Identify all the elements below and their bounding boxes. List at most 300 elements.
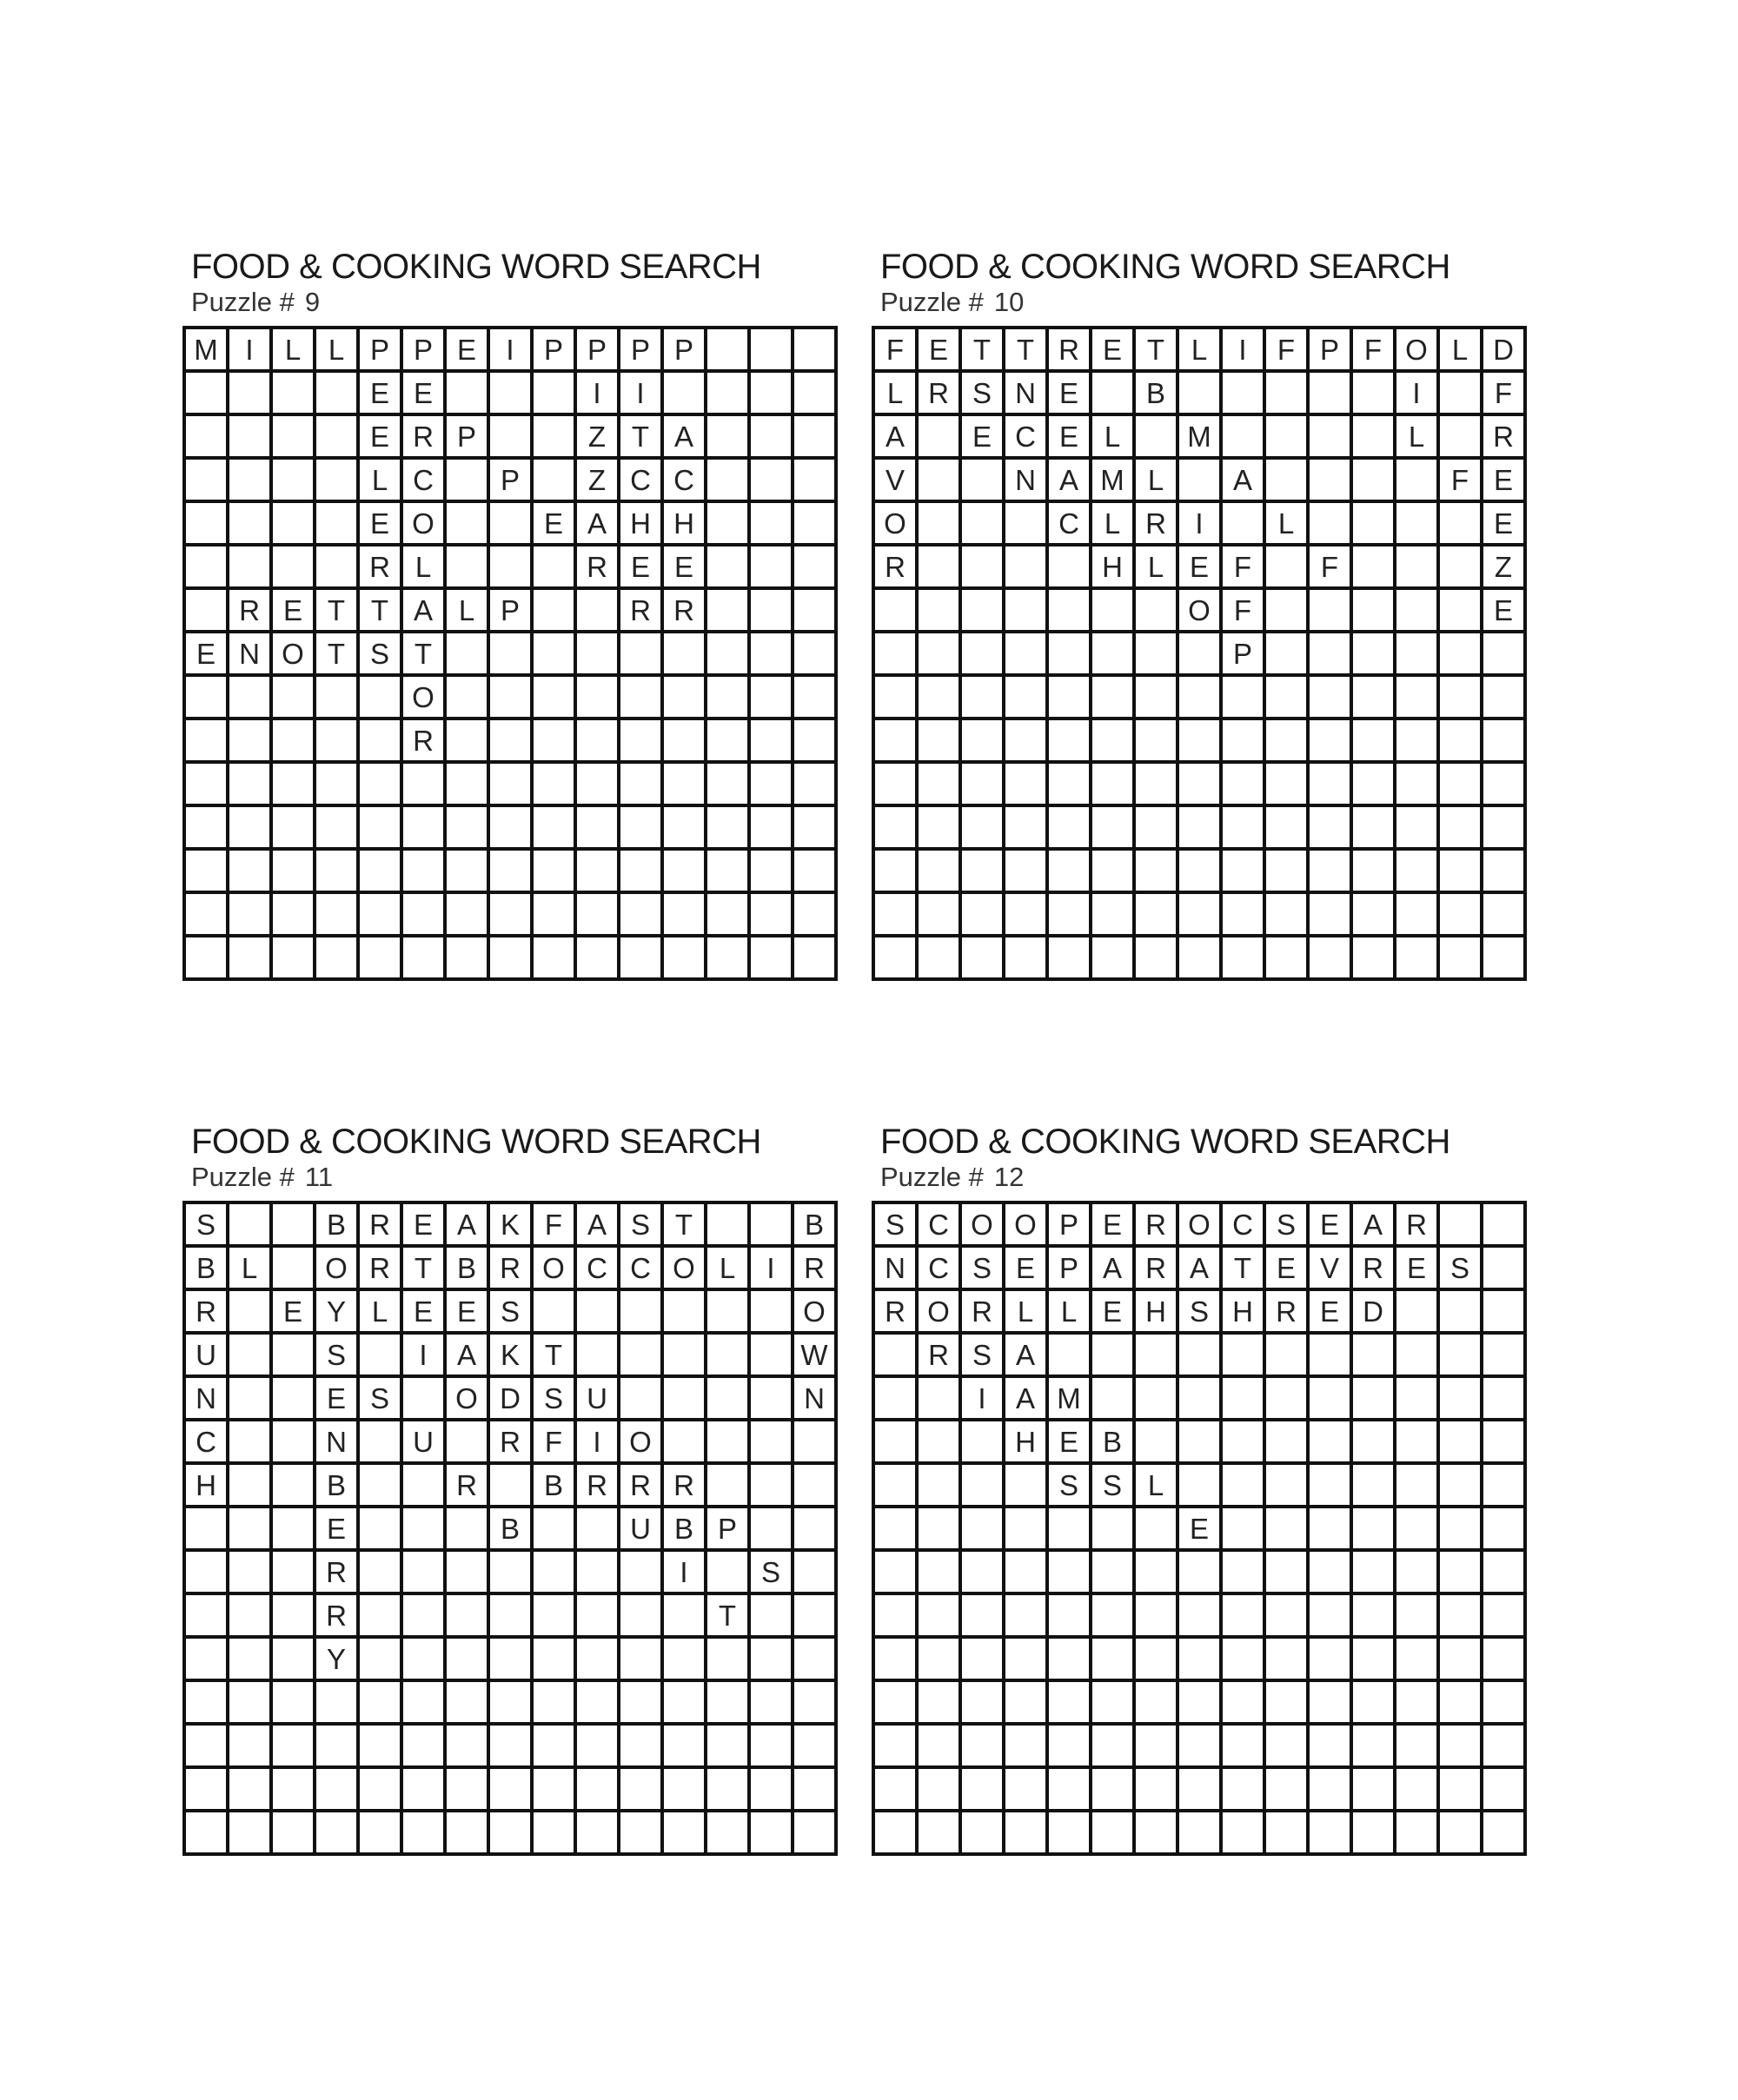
grid-cell[interactable]: E xyxy=(186,633,229,677)
grid-cell[interactable] xyxy=(1005,1639,1049,1682)
grid-cell[interactable]: R xyxy=(1396,1204,1440,1248)
grid-cell[interactable]: R xyxy=(229,590,273,633)
grid-cell[interactable] xyxy=(490,633,534,677)
grid-cell[interactable] xyxy=(490,1639,534,1682)
grid-cell[interactable] xyxy=(1266,1639,1310,1682)
grid-cell[interactable] xyxy=(1092,851,1136,894)
grid-cell[interactable] xyxy=(490,894,534,937)
grid-cell[interactable] xyxy=(1179,1726,1223,1769)
grid-cell[interactable] xyxy=(186,720,229,764)
grid-cell[interactable] xyxy=(1483,1639,1527,1682)
grid-cell[interactable] xyxy=(875,764,919,807)
grid-cell[interactable] xyxy=(707,1812,751,1856)
grid-cell[interactable] xyxy=(1179,937,1223,981)
grid-cell[interactable] xyxy=(794,460,838,503)
grid-cell[interactable] xyxy=(229,1595,273,1639)
grid-cell[interactable]: I xyxy=(620,373,664,416)
grid-cell[interactable]: R xyxy=(360,547,403,590)
grid-cell[interactable]: E xyxy=(360,373,403,416)
grid-cell[interactable]: M xyxy=(1092,460,1136,503)
grid-cell[interactable] xyxy=(186,1595,229,1639)
grid-cell[interactable] xyxy=(1353,1465,1396,1508)
grid-cell[interactable] xyxy=(447,503,490,547)
grid-cell[interactable] xyxy=(273,1812,316,1856)
grid-cell[interactable] xyxy=(794,937,838,981)
grid-cell[interactable] xyxy=(403,1595,447,1639)
grid-cell[interactable]: E xyxy=(447,329,490,373)
grid-cell[interactable] xyxy=(962,1726,1005,1769)
grid-cell[interactable] xyxy=(447,720,490,764)
grid-cell[interactable] xyxy=(1223,851,1266,894)
grid-cell[interactable] xyxy=(875,1335,919,1378)
grid-cell[interactable] xyxy=(664,1682,707,1726)
grid-cell[interactable] xyxy=(707,1335,751,1378)
grid-cell[interactable] xyxy=(1049,1769,1092,1812)
grid-cell[interactable]: T xyxy=(1005,329,1049,373)
grid-cell[interactable] xyxy=(403,1726,447,1769)
grid-cell[interactable] xyxy=(186,1726,229,1769)
grid-cell[interactable] xyxy=(1136,937,1179,981)
grid-cell[interactable] xyxy=(962,894,1005,937)
grid-cell[interactable] xyxy=(1440,503,1483,547)
grid-cell[interactable] xyxy=(1483,1595,1527,1639)
grid-cell[interactable]: E xyxy=(919,329,962,373)
grid-cell[interactable]: Y xyxy=(316,1291,360,1335)
grid-cell[interactable] xyxy=(447,373,490,416)
grid-cell[interactable]: O xyxy=(403,503,447,547)
grid-cell[interactable] xyxy=(1396,720,1440,764)
grid-cell[interactable] xyxy=(229,1204,273,1248)
grid-cell[interactable]: B xyxy=(1136,373,1179,416)
grid-cell[interactable] xyxy=(360,807,403,851)
grid-cell[interactable] xyxy=(273,1465,316,1508)
grid-cell[interactable] xyxy=(1440,1291,1483,1335)
grid-cell[interactable]: R xyxy=(403,720,447,764)
grid-cell[interactable] xyxy=(273,1552,316,1595)
grid-cell[interactable] xyxy=(664,373,707,416)
grid-cell[interactable] xyxy=(1483,633,1527,677)
grid-cell[interactable]: L xyxy=(447,590,490,633)
grid-cell[interactable] xyxy=(1483,677,1527,720)
grid-cell[interactable] xyxy=(794,503,838,547)
grid-cell[interactable] xyxy=(1440,677,1483,720)
grid-cell[interactable] xyxy=(1223,1378,1266,1421)
grid-cell[interactable] xyxy=(186,416,229,460)
grid-cell[interactable] xyxy=(1179,460,1223,503)
grid-cell[interactable] xyxy=(186,1682,229,1726)
grid-cell[interactable] xyxy=(1049,1639,1092,1682)
grid-cell[interactable] xyxy=(1483,807,1527,851)
grid-cell[interactable] xyxy=(1049,720,1092,764)
grid-cell[interactable]: R xyxy=(186,1291,229,1335)
grid-cell[interactable]: U xyxy=(577,1378,620,1421)
grid-cell[interactable] xyxy=(620,633,664,677)
grid-cell[interactable] xyxy=(1396,460,1440,503)
grid-cell[interactable] xyxy=(447,851,490,894)
grid-cell[interactable] xyxy=(919,720,962,764)
grid-cell[interactable] xyxy=(875,677,919,720)
grid-cell[interactable] xyxy=(875,807,919,851)
grid-cell[interactable] xyxy=(1005,1812,1049,1856)
grid-cell[interactable] xyxy=(229,1508,273,1552)
grid-cell[interactable] xyxy=(707,1769,751,1812)
grid-cell[interactable]: S xyxy=(360,1378,403,1421)
grid-cell[interactable] xyxy=(534,1595,577,1639)
grid-cell[interactable] xyxy=(1223,720,1266,764)
grid-cell[interactable] xyxy=(447,1595,490,1639)
grid-cell[interactable] xyxy=(1396,1421,1440,1465)
grid-cell[interactable] xyxy=(707,1639,751,1682)
grid-cell[interactable] xyxy=(875,1769,919,1812)
grid-cell[interactable] xyxy=(534,373,577,416)
grid-cell[interactable] xyxy=(1092,590,1136,633)
grid-cell[interactable] xyxy=(1266,677,1310,720)
grid-cell[interactable] xyxy=(229,1812,273,1856)
grid-cell[interactable] xyxy=(1092,1508,1136,1552)
grid-cell[interactable] xyxy=(751,894,794,937)
grid-cell[interactable] xyxy=(1136,633,1179,677)
grid-cell[interactable]: A xyxy=(1179,1248,1223,1291)
grid-cell[interactable] xyxy=(919,416,962,460)
grid-cell[interactable]: S xyxy=(962,1248,1005,1291)
grid-cell[interactable] xyxy=(751,373,794,416)
grid-cell[interactable] xyxy=(1136,1552,1179,1595)
grid-cell[interactable] xyxy=(1396,1812,1440,1856)
grid-cell[interactable] xyxy=(1353,460,1396,503)
grid-cell[interactable] xyxy=(751,1291,794,1335)
grid-cell[interactable] xyxy=(360,937,403,981)
grid-cell[interactable] xyxy=(1136,720,1179,764)
grid-cell[interactable]: R xyxy=(1049,329,1092,373)
grid-cell[interactable]: R xyxy=(919,373,962,416)
grid-cell[interactable] xyxy=(316,894,360,937)
grid-cell[interactable] xyxy=(620,764,664,807)
grid-cell[interactable] xyxy=(1353,1682,1396,1726)
grid-cell[interactable] xyxy=(1353,807,1396,851)
grid-cell[interactable]: F xyxy=(1266,329,1310,373)
grid-cell[interactable] xyxy=(1440,807,1483,851)
grid-cell[interactable] xyxy=(229,1335,273,1378)
grid-cell[interactable]: L xyxy=(1005,1291,1049,1335)
grid-cell[interactable] xyxy=(794,677,838,720)
grid-cell[interactable] xyxy=(919,547,962,590)
grid-cell[interactable] xyxy=(1092,764,1136,807)
grid-cell[interactable] xyxy=(1223,1421,1266,1465)
grid-cell[interactable]: N xyxy=(1005,373,1049,416)
grid-cell[interactable] xyxy=(751,1595,794,1639)
grid-cell[interactable] xyxy=(751,1508,794,1552)
grid-cell[interactable]: E xyxy=(962,416,1005,460)
grid-cell[interactable] xyxy=(186,547,229,590)
grid-cell[interactable] xyxy=(794,1421,838,1465)
grid-cell[interactable] xyxy=(1310,764,1353,807)
grid-cell[interactable] xyxy=(620,720,664,764)
grid-cell[interactable] xyxy=(962,1595,1005,1639)
grid-cell[interactable]: H xyxy=(664,503,707,547)
grid-cell[interactable] xyxy=(534,1812,577,1856)
grid-cell[interactable] xyxy=(1353,547,1396,590)
grid-cell[interactable]: N xyxy=(316,1421,360,1465)
grid-cell[interactable] xyxy=(1049,1508,1092,1552)
grid-cell[interactable] xyxy=(229,1682,273,1726)
grid-cell[interactable] xyxy=(1440,590,1483,633)
grid-cell[interactable] xyxy=(794,1682,838,1726)
grid-cell[interactable]: I xyxy=(751,1248,794,1291)
grid-cell[interactable] xyxy=(273,1769,316,1812)
grid-cell[interactable]: A xyxy=(577,503,620,547)
grid-cell[interactable]: K xyxy=(490,1204,534,1248)
grid-cell[interactable] xyxy=(707,894,751,937)
grid-cell[interactable] xyxy=(664,1595,707,1639)
grid-cell[interactable]: V xyxy=(875,460,919,503)
grid-cell[interactable] xyxy=(1310,1769,1353,1812)
grid-cell[interactable]: T xyxy=(1223,1248,1266,1291)
grid-cell[interactable] xyxy=(1179,373,1223,416)
grid-cell[interactable]: F xyxy=(1223,547,1266,590)
grid-cell[interactable] xyxy=(1396,1769,1440,1812)
grid-cell[interactable]: O xyxy=(962,1204,1005,1248)
grid-cell[interactable] xyxy=(1440,1682,1483,1726)
grid-cell[interactable] xyxy=(794,590,838,633)
grid-cell[interactable]: C xyxy=(919,1248,962,1291)
grid-cell[interactable] xyxy=(751,1421,794,1465)
grid-cell[interactable] xyxy=(664,807,707,851)
grid-cell[interactable] xyxy=(1440,1465,1483,1508)
grid-cell[interactable] xyxy=(1179,851,1223,894)
grid-cell[interactable]: E xyxy=(447,1291,490,1335)
grid-cell[interactable] xyxy=(1266,1508,1310,1552)
grid-cell[interactable]: E xyxy=(664,547,707,590)
grid-cell[interactable] xyxy=(1353,373,1396,416)
grid-cell[interactable] xyxy=(577,851,620,894)
grid-cell[interactable] xyxy=(316,937,360,981)
grid-cell[interactable] xyxy=(919,677,962,720)
grid-cell[interactable] xyxy=(1396,503,1440,547)
grid-cell[interactable] xyxy=(1266,1465,1310,1508)
grid-cell[interactable]: L xyxy=(1049,1291,1092,1335)
grid-cell[interactable] xyxy=(1005,720,1049,764)
grid-cell[interactable] xyxy=(1353,1421,1396,1465)
grid-cell[interactable] xyxy=(360,1726,403,1769)
grid-cell[interactable] xyxy=(1310,894,1353,937)
grid-cell[interactable]: P xyxy=(664,329,707,373)
grid-cell[interactable] xyxy=(751,1378,794,1421)
grid-cell[interactable] xyxy=(1483,1682,1527,1726)
grid-cell[interactable]: L xyxy=(1136,460,1179,503)
grid-cell[interactable] xyxy=(1396,894,1440,937)
grid-cell[interactable] xyxy=(490,1769,534,1812)
grid-cell[interactable] xyxy=(534,633,577,677)
grid-cell[interactable] xyxy=(273,1595,316,1639)
grid-cell[interactable] xyxy=(1353,416,1396,460)
grid-cell[interactable] xyxy=(186,1552,229,1595)
grid-cell[interactable]: R xyxy=(1136,1248,1179,1291)
grid-cell[interactable]: B xyxy=(186,1248,229,1291)
grid-cell[interactable] xyxy=(620,1812,664,1856)
grid-cell[interactable]: F xyxy=(534,1421,577,1465)
grid-cell[interactable] xyxy=(962,1769,1005,1812)
grid-cell[interactable] xyxy=(1396,1378,1440,1421)
grid-cell[interactable] xyxy=(1440,851,1483,894)
grid-cell[interactable] xyxy=(1266,1682,1310,1726)
grid-cell[interactable]: L xyxy=(1179,329,1223,373)
grid-cell[interactable] xyxy=(534,590,577,633)
grid-cell[interactable] xyxy=(1136,764,1179,807)
grid-cell[interactable] xyxy=(273,677,316,720)
grid-cell[interactable] xyxy=(403,764,447,807)
grid-cell[interactable]: C xyxy=(1223,1204,1266,1248)
grid-cell[interactable] xyxy=(962,633,1005,677)
grid-cell[interactable]: O xyxy=(1005,1204,1049,1248)
grid-cell[interactable] xyxy=(1005,764,1049,807)
grid-cell[interactable] xyxy=(229,1465,273,1508)
grid-cell[interactable] xyxy=(794,851,838,894)
grid-cell[interactable] xyxy=(490,851,534,894)
grid-cell[interactable]: R xyxy=(316,1552,360,1595)
grid-cell[interactable] xyxy=(403,1508,447,1552)
grid-cell[interactable]: R xyxy=(447,1465,490,1508)
grid-cell[interactable] xyxy=(919,807,962,851)
grid-cell[interactable]: E xyxy=(316,1378,360,1421)
grid-cell[interactable] xyxy=(707,547,751,590)
grid-cell[interactable] xyxy=(1179,677,1223,720)
grid-cell[interactable] xyxy=(707,1378,751,1421)
grid-cell[interactable] xyxy=(1266,1769,1310,1812)
grid-cell[interactable]: B xyxy=(490,1508,534,1552)
grid-cell[interactable] xyxy=(316,547,360,590)
grid-cell[interactable] xyxy=(875,894,919,937)
grid-cell[interactable]: E xyxy=(273,590,316,633)
grid-cell[interactable] xyxy=(1266,1378,1310,1421)
grid-cell[interactable] xyxy=(186,851,229,894)
grid-cell[interactable] xyxy=(707,329,751,373)
grid-cell[interactable] xyxy=(1136,1726,1179,1769)
grid-cell[interactable] xyxy=(794,1769,838,1812)
grid-cell[interactable]: E xyxy=(360,416,403,460)
grid-cell[interactable] xyxy=(707,1552,751,1595)
grid-cell[interactable] xyxy=(1266,720,1310,764)
grid-cell[interactable] xyxy=(1049,1595,1092,1639)
grid-cell[interactable]: B xyxy=(794,1204,838,1248)
grid-cell[interactable] xyxy=(620,1378,664,1421)
grid-cell[interactable]: R xyxy=(1136,1204,1179,1248)
grid-cell[interactable]: U xyxy=(186,1335,229,1378)
grid-cell[interactable] xyxy=(1136,416,1179,460)
grid-cell[interactable] xyxy=(229,1726,273,1769)
grid-cell[interactable] xyxy=(490,1726,534,1769)
grid-cell[interactable] xyxy=(707,1421,751,1465)
grid-cell[interactable] xyxy=(577,1769,620,1812)
grid-cell[interactable] xyxy=(229,807,273,851)
grid-cell[interactable] xyxy=(1396,1552,1440,1595)
grid-cell[interactable] xyxy=(751,1465,794,1508)
grid-cell[interactable] xyxy=(1310,416,1353,460)
grid-cell[interactable] xyxy=(1266,1335,1310,1378)
grid-cell[interactable]: L xyxy=(229,1248,273,1291)
grid-cell[interactable] xyxy=(1483,937,1527,981)
grid-cell[interactable] xyxy=(1092,1378,1136,1421)
grid-cell[interactable] xyxy=(1223,1552,1266,1595)
grid-cell[interactable]: L xyxy=(316,329,360,373)
grid-cell[interactable] xyxy=(794,329,838,373)
grid-cell[interactable] xyxy=(1353,1552,1396,1595)
grid-cell[interactable] xyxy=(1005,1508,1049,1552)
grid-cell[interactable]: O xyxy=(447,1378,490,1421)
grid-cell[interactable]: R xyxy=(620,1465,664,1508)
grid-cell[interactable]: C xyxy=(620,460,664,503)
grid-cell[interactable] xyxy=(229,677,273,720)
grid-cell[interactable] xyxy=(1310,1726,1353,1769)
grid-cell[interactable] xyxy=(1005,503,1049,547)
grid-cell[interactable] xyxy=(707,851,751,894)
grid-cell[interactable] xyxy=(316,1812,360,1856)
grid-cell[interactable] xyxy=(1310,1595,1353,1639)
grid-cell[interactable]: P xyxy=(490,460,534,503)
grid-cell[interactable] xyxy=(1092,1726,1136,1769)
grid-cell[interactable] xyxy=(1396,851,1440,894)
grid-cell[interactable]: E xyxy=(1005,1248,1049,1291)
grid-cell[interactable] xyxy=(919,894,962,937)
grid-cell[interactable] xyxy=(620,894,664,937)
grid-cell[interactable] xyxy=(1310,807,1353,851)
grid-cell[interactable] xyxy=(875,1682,919,1726)
grid-cell[interactable] xyxy=(962,1508,1005,1552)
grid-cell[interactable] xyxy=(577,894,620,937)
grid-cell[interactable] xyxy=(273,937,316,981)
grid-cell[interactable] xyxy=(620,851,664,894)
grid-cell[interactable] xyxy=(1353,1508,1396,1552)
grid-cell[interactable] xyxy=(1353,503,1396,547)
grid-cell[interactable] xyxy=(751,416,794,460)
grid-cell[interactable] xyxy=(1353,1769,1396,1812)
grid-cell[interactable] xyxy=(1440,633,1483,677)
grid-cell[interactable]: T xyxy=(962,329,1005,373)
grid-cell[interactable] xyxy=(316,851,360,894)
grid-cell[interactable] xyxy=(577,1508,620,1552)
grid-cell[interactable]: T xyxy=(403,633,447,677)
grid-cell[interactable] xyxy=(316,1682,360,1726)
grid-cell[interactable]: S xyxy=(534,1378,577,1421)
grid-cell[interactable] xyxy=(1440,373,1483,416)
grid-cell[interactable] xyxy=(447,764,490,807)
grid-cell[interactable] xyxy=(751,1682,794,1726)
grid-cell[interactable] xyxy=(273,1378,316,1421)
grid-cell[interactable] xyxy=(1396,1595,1440,1639)
grid-cell[interactable]: E xyxy=(620,547,664,590)
grid-cell[interactable]: F xyxy=(1353,329,1396,373)
grid-cell[interactable] xyxy=(447,1421,490,1465)
grid-cell[interactable] xyxy=(1310,720,1353,764)
grid-cell[interactable] xyxy=(1223,1726,1266,1769)
grid-cell[interactable] xyxy=(1179,1639,1223,1682)
grid-cell[interactable]: F xyxy=(1310,547,1353,590)
grid-cell[interactable] xyxy=(962,1812,1005,1856)
grid-cell[interactable] xyxy=(1483,1508,1527,1552)
grid-cell[interactable] xyxy=(1179,1595,1223,1639)
grid-cell[interactable] xyxy=(186,503,229,547)
grid-cell[interactable]: R xyxy=(360,1248,403,1291)
grid-cell[interactable] xyxy=(1223,1769,1266,1812)
grid-cell[interactable] xyxy=(919,1465,962,1508)
grid-cell[interactable] xyxy=(620,1291,664,1335)
grid-cell[interactable] xyxy=(490,373,534,416)
grid-cell[interactable]: O xyxy=(875,503,919,547)
grid-cell[interactable] xyxy=(229,416,273,460)
grid-cell[interactable]: I xyxy=(490,329,534,373)
grid-cell[interactable] xyxy=(229,1378,273,1421)
grid-cell[interactable] xyxy=(962,1552,1005,1595)
grid-cell[interactable]: A xyxy=(664,416,707,460)
